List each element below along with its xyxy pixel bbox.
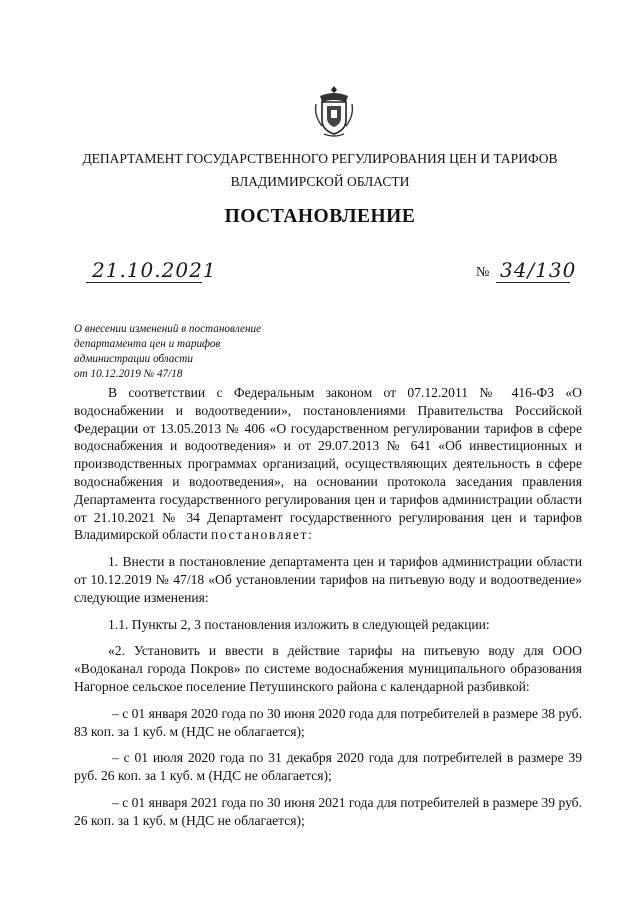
document-body [74,384,582,830]
subject-line: департамента цен и тарифов [74,338,221,350]
document-title: ПОСТАНОВЛЕНИЕ [224,206,416,227]
preamble-paragraph [74,384,582,544]
document-number: 34/130 [500,258,577,282]
coat-of-arms-icon [312,84,356,140]
subject-block [74,322,261,382]
item-1-paragraph: 1. Внести в постановление департамента цен и тарифов администрации области от 10.12.2019 № 47/18 «Об установлении тарифов на питьевую воду и водоотведение» следующие изменения: [74,554,582,605]
number-sign: № [476,265,490,280]
department-name-line1: ДЕПАРТАМЕНТ ГОСУДАРСТВЕННОГО РЕГУЛИРОВАНИЯ ЦЕН И ТАРИФОВ [82,151,558,166]
preamble-action: постановляет: [211,527,314,543]
subject-line: от 10.12.2019 № 47/18 [74,368,183,380]
item-2-paragraph: «2. Установить и ввести в действие тарифы на питьевую воду для ООО «Водоканал города Покров» по системе водоснабжения муниципального образования Нагорное сельское поселение Петушинского района с календарной разбивкой: [74,643,582,694]
subject-line: администрации области [74,353,193,365]
subject-line: О внесении изменений в постановление [74,323,262,335]
tariff-item: – с 01 июля 2020 года по 31 декабря 2020 года для потребителей в размере 39 руб. 26 коп. за 1 куб. м (НДС не облагается); [74,750,582,784]
department-name-line2: ВЛАДИМИРСКОЙ ОБЛАСТИ [230,174,410,189]
tariff-item: – с 01 января 2020 года по 30 июня 2020 года для потребителей в размере 38 руб. 83 коп. за 1 куб. м (НДС не облагается); [74,705,582,739]
number-underline [496,282,570,283]
preamble-text: В соответствии с Федеральным законом от 07.12.2011 № 416-ФЗ «О водоснабжении и водоотведении», постановлениями Правительства Российской Федерации от 13.05.2013 № 406 «О государственном регулировании тарифов в сфере водоснабжения и водоотведения» и от 29.07.2013 № 641 «Об инвестиционных и производственных программах организаций, осуществляющих деятельность в сфере водоснабжения и водоотведения», на основании протокола заседания правления Департамента государственного регулирования цен и тарифов администрации области от 21.10.2021 № 34 Департамент государственного регулирования цен и тарифов Владимирской области [74,385,582,543]
date-underline [86,282,202,283]
tariff-item: – с 01 января 2021 года по 30 июня 2021 года для потребителей в размере 39 руб. 26 коп. за 1 куб. м (НДС не облагается); [74,794,582,828]
item-1-1-paragraph: 1.1. Пункты 2, 3 постановления изложить в следующей редакции: [108,616,490,632]
document-date: 21.10.2021 [92,258,217,282]
